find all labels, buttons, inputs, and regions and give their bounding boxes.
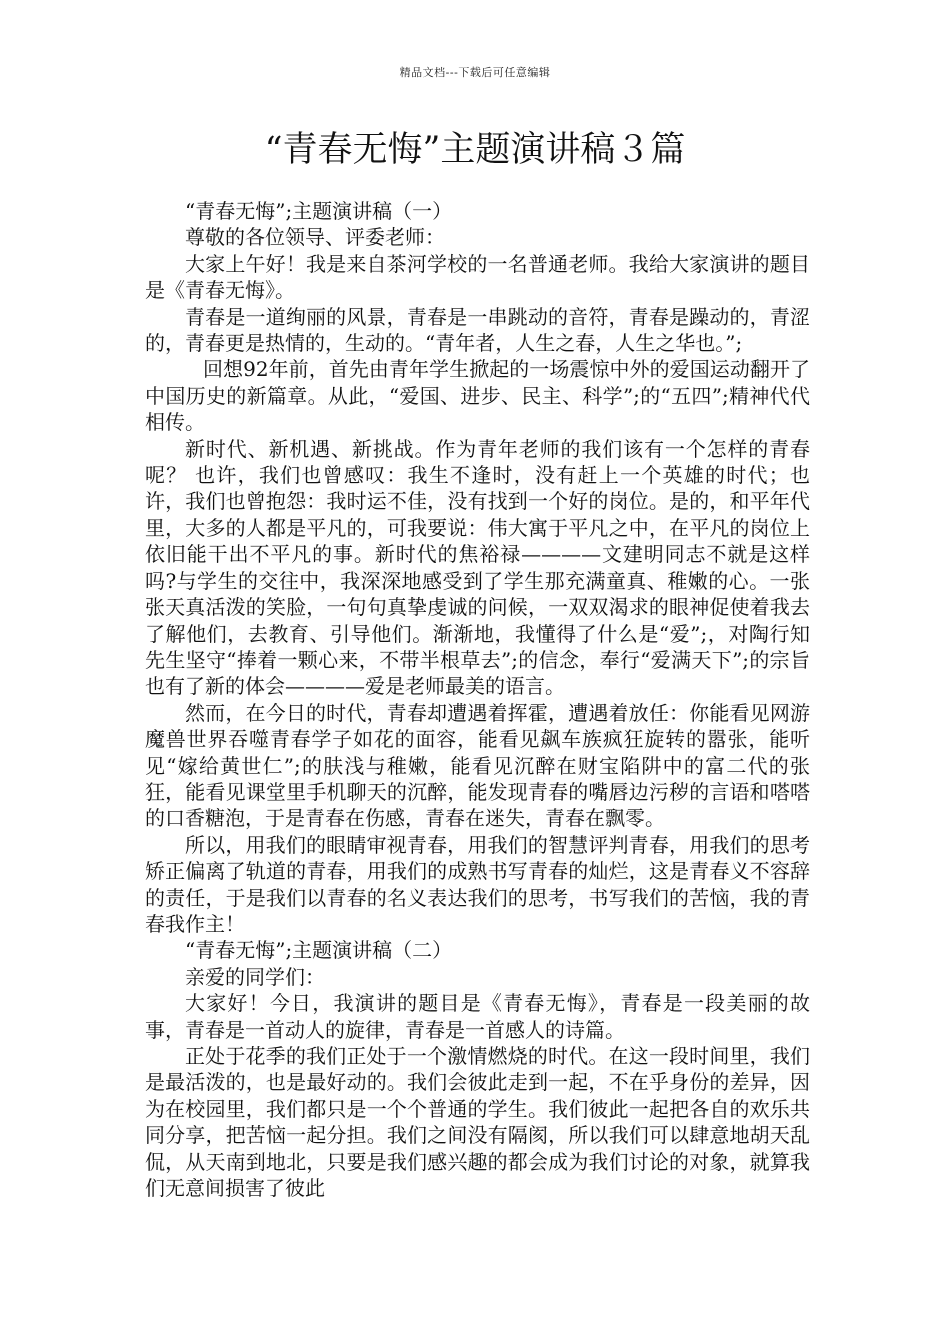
page-header: 精品文档---下载后可任意编辑 — [399, 66, 551, 79]
document-body — [145, 198, 810, 1201]
body-paragraph: 大家好！今日，我演讲的题目是《青春无悔》，青春是一段美丽的故事，青春是一首动人的旋律，青春是一首感人的诗篇。 — [145, 991, 810, 1042]
body-paragraph: 回想92年前，首先由青年学生掀起的一场震惊中外的爱国运动翻开了中国历史的新篇章。从此，“爱国、进步、民主、科学”;的“五四”;精神代代相传。 — [145, 357, 810, 435]
speech-one-heading: “青春无悔”;主题演讲稿（一） — [185, 199, 453, 223]
body-paragraph: 大家上午好！我是来自茶河学校的一名普通老师。我给大家演讲的题目是《青春无悔》。 — [145, 251, 810, 303]
salutation-paragraph: 尊敬的各位领导、评委老师： — [185, 225, 445, 250]
body-paragraph: 青春是一道绚丽的风景，青春是一串跳动的音符，青春是躁动的，青涩的，青春更是热情的，生动的。“青年者，人生之春，人生之华也。”; — [145, 304, 810, 356]
salutation-paragraph: 亲爱的同学们： — [185, 964, 325, 989]
body-paragraph: 新时代、新机遇、新挑战。作为青年老师的我们该有一个怎样的青春呢？ 也许，我们也曾感叹：我生不逢时，没有赶上一个英雄的时代；也许，我们也曾抱怨：我时运不佳，没有找到一个好的岗位。是的，和平年代里，大多的人都是平凡的，可我要说：伟大寓于平凡之中，在平凡的岗位上依旧能干出不平凡的事。新时代的焦裕禄————文建明同志不就是这样吗?与学生的交往中，我深深地感受到了学生那充满童真、稚嫩的心。一张张天真活泼的笑脸，一句句真挚虔诚的问候，一双双渴求的眼神促使着我去了解他们，去教育、引导他们。渐渐地，我懂得了什么是“爱”;，对陶行知先生坚守“捧着一颗心来，不带半根草去”;的信念，奉行“爱满天下”;的宗旨也有了新的体会————爱是老师最美的语言。 — [145, 436, 810, 699]
body-paragraph: 然而，在今日的时代，青春却遭遇着挥霍，遭遇着放任：你能看见网游魔兽世界吞噬青春学子如花的面容，能看见飙车族疯狂旋转的嚣张，能听见“嫁给黄世仁”;的肤浅与稚嫩，能看见沉醉在财宝陷阱中的富二代的张狂，能看见课堂里手机聊天的沉醉，能发现青春的嘴唇边污秽的言语和嗒嗒的口香糖泡，于是青春在伤感，青春在迷失，青春在飘零。 — [145, 700, 810, 831]
body-paragraph: 正处于花季的我们正处于一个激情燃烧的时代。在这一段时间里，我们是最活泼的，也是最好动的。我们会彼此走到一起，不在乎身份的差异，因为在校园里，我们都只是一个个普通的学生。我们彼此一起把各自的欢乐共同分享，把苦恼一起分担。我们之间没有隔阂，所以我们可以肆意地胡天乱侃，从天南到地北，只要是我们感兴趣的都会成为我们讨论的对象，就算我们无意间损害了彼此 — [145, 1044, 810, 1201]
body-paragraph: 所以，用我们的眼睛审视青春，用我们的智慧评判青春，用我们的思考矫正偏离了轨道的青春，用我们的成熟书写青春的灿烂，这是青春义不容辞的责任，于是我们以青春的名义表达我们的思考，书写我们的苦恼，我的青春我作主！ — [145, 832, 810, 936]
speech-two-heading: “青春无悔”;主题演讲稿（二） — [185, 938, 453, 963]
document-title: “青春无悔”主题演讲稿３篇 — [264, 130, 686, 170]
